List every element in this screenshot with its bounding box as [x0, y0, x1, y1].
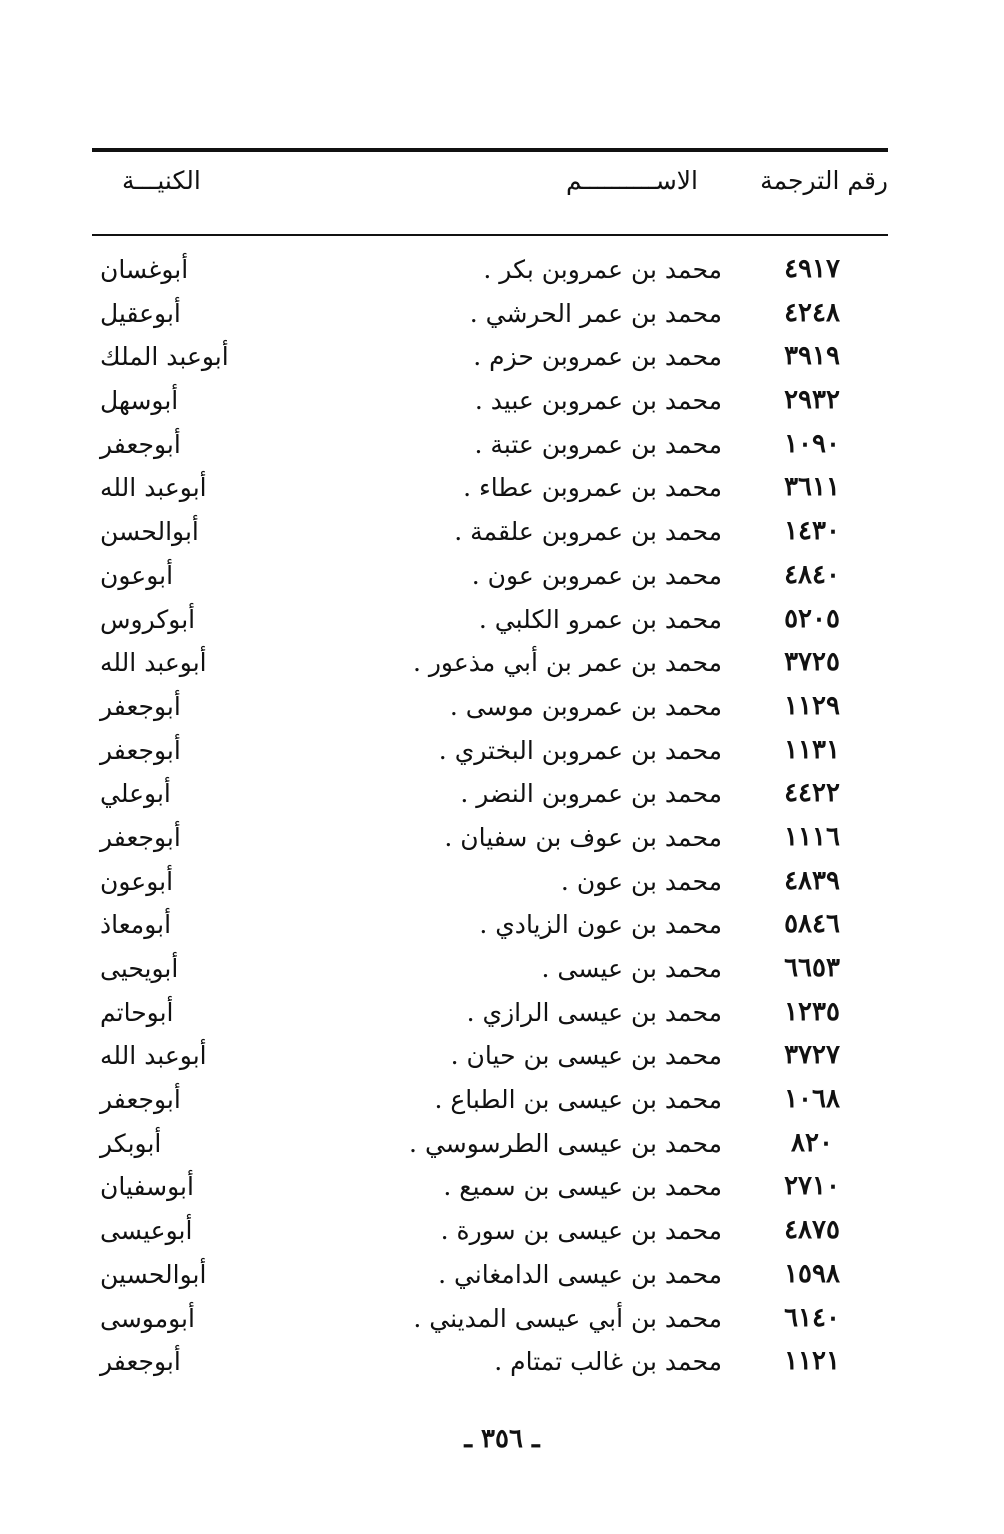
kunya-text: أبومعاذ [100, 910, 172, 940]
table-row [92, 466, 888, 510]
header-name-label: الاســــــــــم [565, 166, 698, 195]
table-row [92, 423, 888, 467]
person-name: محمد بن عمروبن علقمة . [454, 517, 722, 547]
biography-number: ١٤٣٠ [784, 516, 840, 547]
person-name: محمد بن عمروبن عتبة . [474, 429, 722, 459]
header-rule [92, 234, 888, 236]
biography-number: ٣٧٢٧ [784, 1040, 840, 1071]
table-row [92, 510, 888, 554]
top-rule [92, 148, 888, 152]
biography-number: ٤٢٤٨ [784, 297, 840, 328]
person-name: محمد بن عوف بن سفيان . [444, 822, 722, 852]
person-name: محمد بن عمروبن عون . [471, 560, 722, 590]
biography-number: ٥٢٠٥ [784, 603, 840, 634]
biography-number: ٢٧١٠ [784, 1171, 840, 1202]
biography-number: ٤٨٣٩ [784, 865, 840, 896]
biography-number: ٥٨٤٦ [784, 909, 840, 940]
person-kunya [100, 1034, 340, 1078]
table-row [92, 903, 888, 947]
person-kunya [100, 816, 340, 860]
kunya-text: أبوعبد الله [100, 473, 207, 503]
person-name: محمد بن عمروبن عبيد . [474, 386, 722, 416]
person-name: محمد بن عمروبن النضر . [460, 779, 722, 809]
table-row [92, 554, 888, 598]
biography-number: ١٠٩٠ [784, 428, 840, 459]
table-row [92, 1078, 888, 1122]
person-kunya [100, 466, 340, 510]
table-row [92, 248, 888, 292]
person-kunya [100, 1078, 340, 1122]
table-row [92, 1122, 888, 1166]
table-row [92, 1209, 888, 1253]
person-name: محمد بن عمر بن أبي مذعور . [412, 648, 722, 678]
header-number-label: رقم الترجمة [760, 166, 888, 195]
table-row [92, 947, 888, 991]
kunya-text: أبوالحسن [100, 517, 199, 547]
biography-number: ٨٢٠ [791, 1127, 833, 1158]
person-name: محمد بن عمر الحرشي . [469, 298, 722, 328]
kunya-text: أبوجعفر [100, 822, 181, 852]
kunya-text: أبويحيى [100, 954, 179, 983]
kunya-text: أبوجعفر [100, 1085, 181, 1115]
kunya-text: أبوسفيان [100, 1172, 194, 1202]
table-row [92, 335, 888, 379]
table-row [92, 1253, 888, 1297]
person-kunya [100, 991, 340, 1035]
person-name: محمد بن عمروبن عطاء . [463, 473, 722, 503]
person-name: محمد بن أبي عيسى المديني . [413, 1303, 722, 1333]
kunya-text: أبوعبد الله [100, 1041, 207, 1071]
person-name: محمد بن عيسى بن الطباع . [434, 1085, 722, 1115]
kunya-text: أبوالحسين [100, 1259, 207, 1289]
kunya-text: أبوكروس [100, 604, 196, 634]
biography-number: ١١٣١ [784, 734, 840, 765]
kunya-text: أبوجعفر [100, 691, 181, 721]
table-row [92, 1165, 888, 1209]
table-row [92, 729, 888, 773]
person-kunya [100, 335, 340, 379]
person-name: محمد بن عمروبن بكر . [483, 255, 722, 284]
kunya-text: أبوعلي [100, 779, 171, 809]
table-row [92, 641, 888, 685]
kunya-text: أبوعقيل [100, 298, 181, 328]
person-name: محمد بن عيسى بن حيان . [450, 1041, 722, 1071]
table-row [92, 292, 888, 336]
table-row [92, 379, 888, 423]
table-header [92, 166, 888, 210]
kunya-text: أبوحاتم [100, 997, 174, 1027]
person-name: محمد بن غالب تمتام . [494, 1347, 722, 1377]
person-kunya [100, 1297, 340, 1341]
biography-number: ٣٧٢٥ [784, 647, 840, 678]
person-kunya [100, 292, 340, 336]
person-kunya [100, 1122, 340, 1166]
biography-number: ٣٩١٩ [784, 341, 840, 372]
person-name: محمد بن عون الزيادي . [479, 910, 722, 940]
kunya-text: أبوعبد الله [100, 648, 207, 678]
person-kunya [100, 1340, 340, 1384]
person-name: محمد بن عيسى الطرسوسي . [409, 1128, 722, 1158]
kunya-text: أبوعيسى [100, 1216, 193, 1246]
biography-number: ٦١٤٠ [784, 1302, 840, 1333]
table-row [92, 860, 888, 904]
person-kunya [100, 729, 340, 773]
person-kunya [100, 685, 340, 729]
person-kunya [100, 598, 340, 642]
kunya-text: أبوجعفر [100, 1347, 181, 1377]
person-kunya [100, 554, 340, 598]
person-name: محمد بن عيسى بن سميع . [443, 1172, 722, 1202]
person-name: محمد بن عيسى . [541, 954, 722, 983]
person-name: محمد بن عيسى الرازي . [466, 997, 722, 1027]
biography-number: ١٥٩٨ [784, 1258, 840, 1289]
person-kunya [100, 860, 340, 904]
person-kunya [100, 1253, 340, 1297]
table-row [92, 816, 888, 860]
person-kunya [100, 1209, 340, 1253]
biography-number: ٤٤٢٢ [784, 778, 840, 809]
person-kunya [100, 248, 340, 292]
kunya-text: أبوبكر [100, 1128, 162, 1158]
person-kunya [100, 1165, 340, 1209]
biography-number: ٤٨٧٥ [784, 1215, 840, 1246]
person-kunya [100, 903, 340, 947]
kunya-text: أبوعبد الملك [100, 342, 229, 372]
table-row [92, 991, 888, 1035]
table-body [92, 248, 888, 1384]
kunya-text: أبوموسى [100, 1303, 195, 1333]
biography-number: ١٢٣٥ [784, 996, 840, 1027]
person-name: محمد بن عمروبن موسى . [449, 691, 722, 721]
table-row [92, 772, 888, 816]
table-row [92, 1297, 888, 1341]
person-kunya [100, 641, 340, 685]
page-number: ـ ٣٥٦ ـ [464, 1424, 540, 1454]
table-row [92, 598, 888, 642]
biography-number: ٤٩١٧ [784, 254, 840, 284]
person-kunya [100, 947, 340, 991]
header-kunya-label: الكنيـــة [122, 166, 201, 195]
table-row [92, 1340, 888, 1384]
table-row [92, 1034, 888, 1078]
biography-number: ٣٦١١ [784, 472, 840, 503]
biography-number: ١٠٦٨ [784, 1084, 840, 1115]
kunya-text: أبوجعفر [100, 735, 181, 765]
biography-number: ١١٢٩ [784, 690, 840, 721]
biography-number: ١١١٦ [784, 821, 840, 852]
person-kunya [100, 379, 340, 423]
person-name: محمد بن عيسى بن سورة . [440, 1216, 722, 1246]
person-kunya [100, 423, 340, 467]
person-name: محمد بن عمروبن البختري . [438, 735, 722, 765]
biography-number: ٦٦٥٣ [784, 953, 840, 983]
person-name: محمد بن عمروبن حزم . [473, 342, 722, 372]
person-kunya [100, 772, 340, 816]
biography-number: ٢٩٣٢ [784, 385, 840, 416]
table-row [92, 685, 888, 729]
kunya-text: أبوعون [100, 866, 174, 896]
kunya-text: أبوعون [100, 560, 174, 590]
kunya-text: أبوغسان [100, 255, 189, 284]
person-name: محمد بن عيسى الدامغاني . [438, 1259, 722, 1289]
person-name: محمد بن عون . [560, 866, 722, 896]
person-name: محمد بن عمرو الكلبي . [478, 604, 722, 634]
biography-number: ١١٢١ [784, 1346, 840, 1377]
person-kunya [100, 510, 340, 554]
kunya-text: أبوسهل [100, 386, 179, 416]
biography-number: ٤٨٤٠ [784, 559, 840, 590]
kunya-text: أبوجعفر [100, 429, 181, 459]
